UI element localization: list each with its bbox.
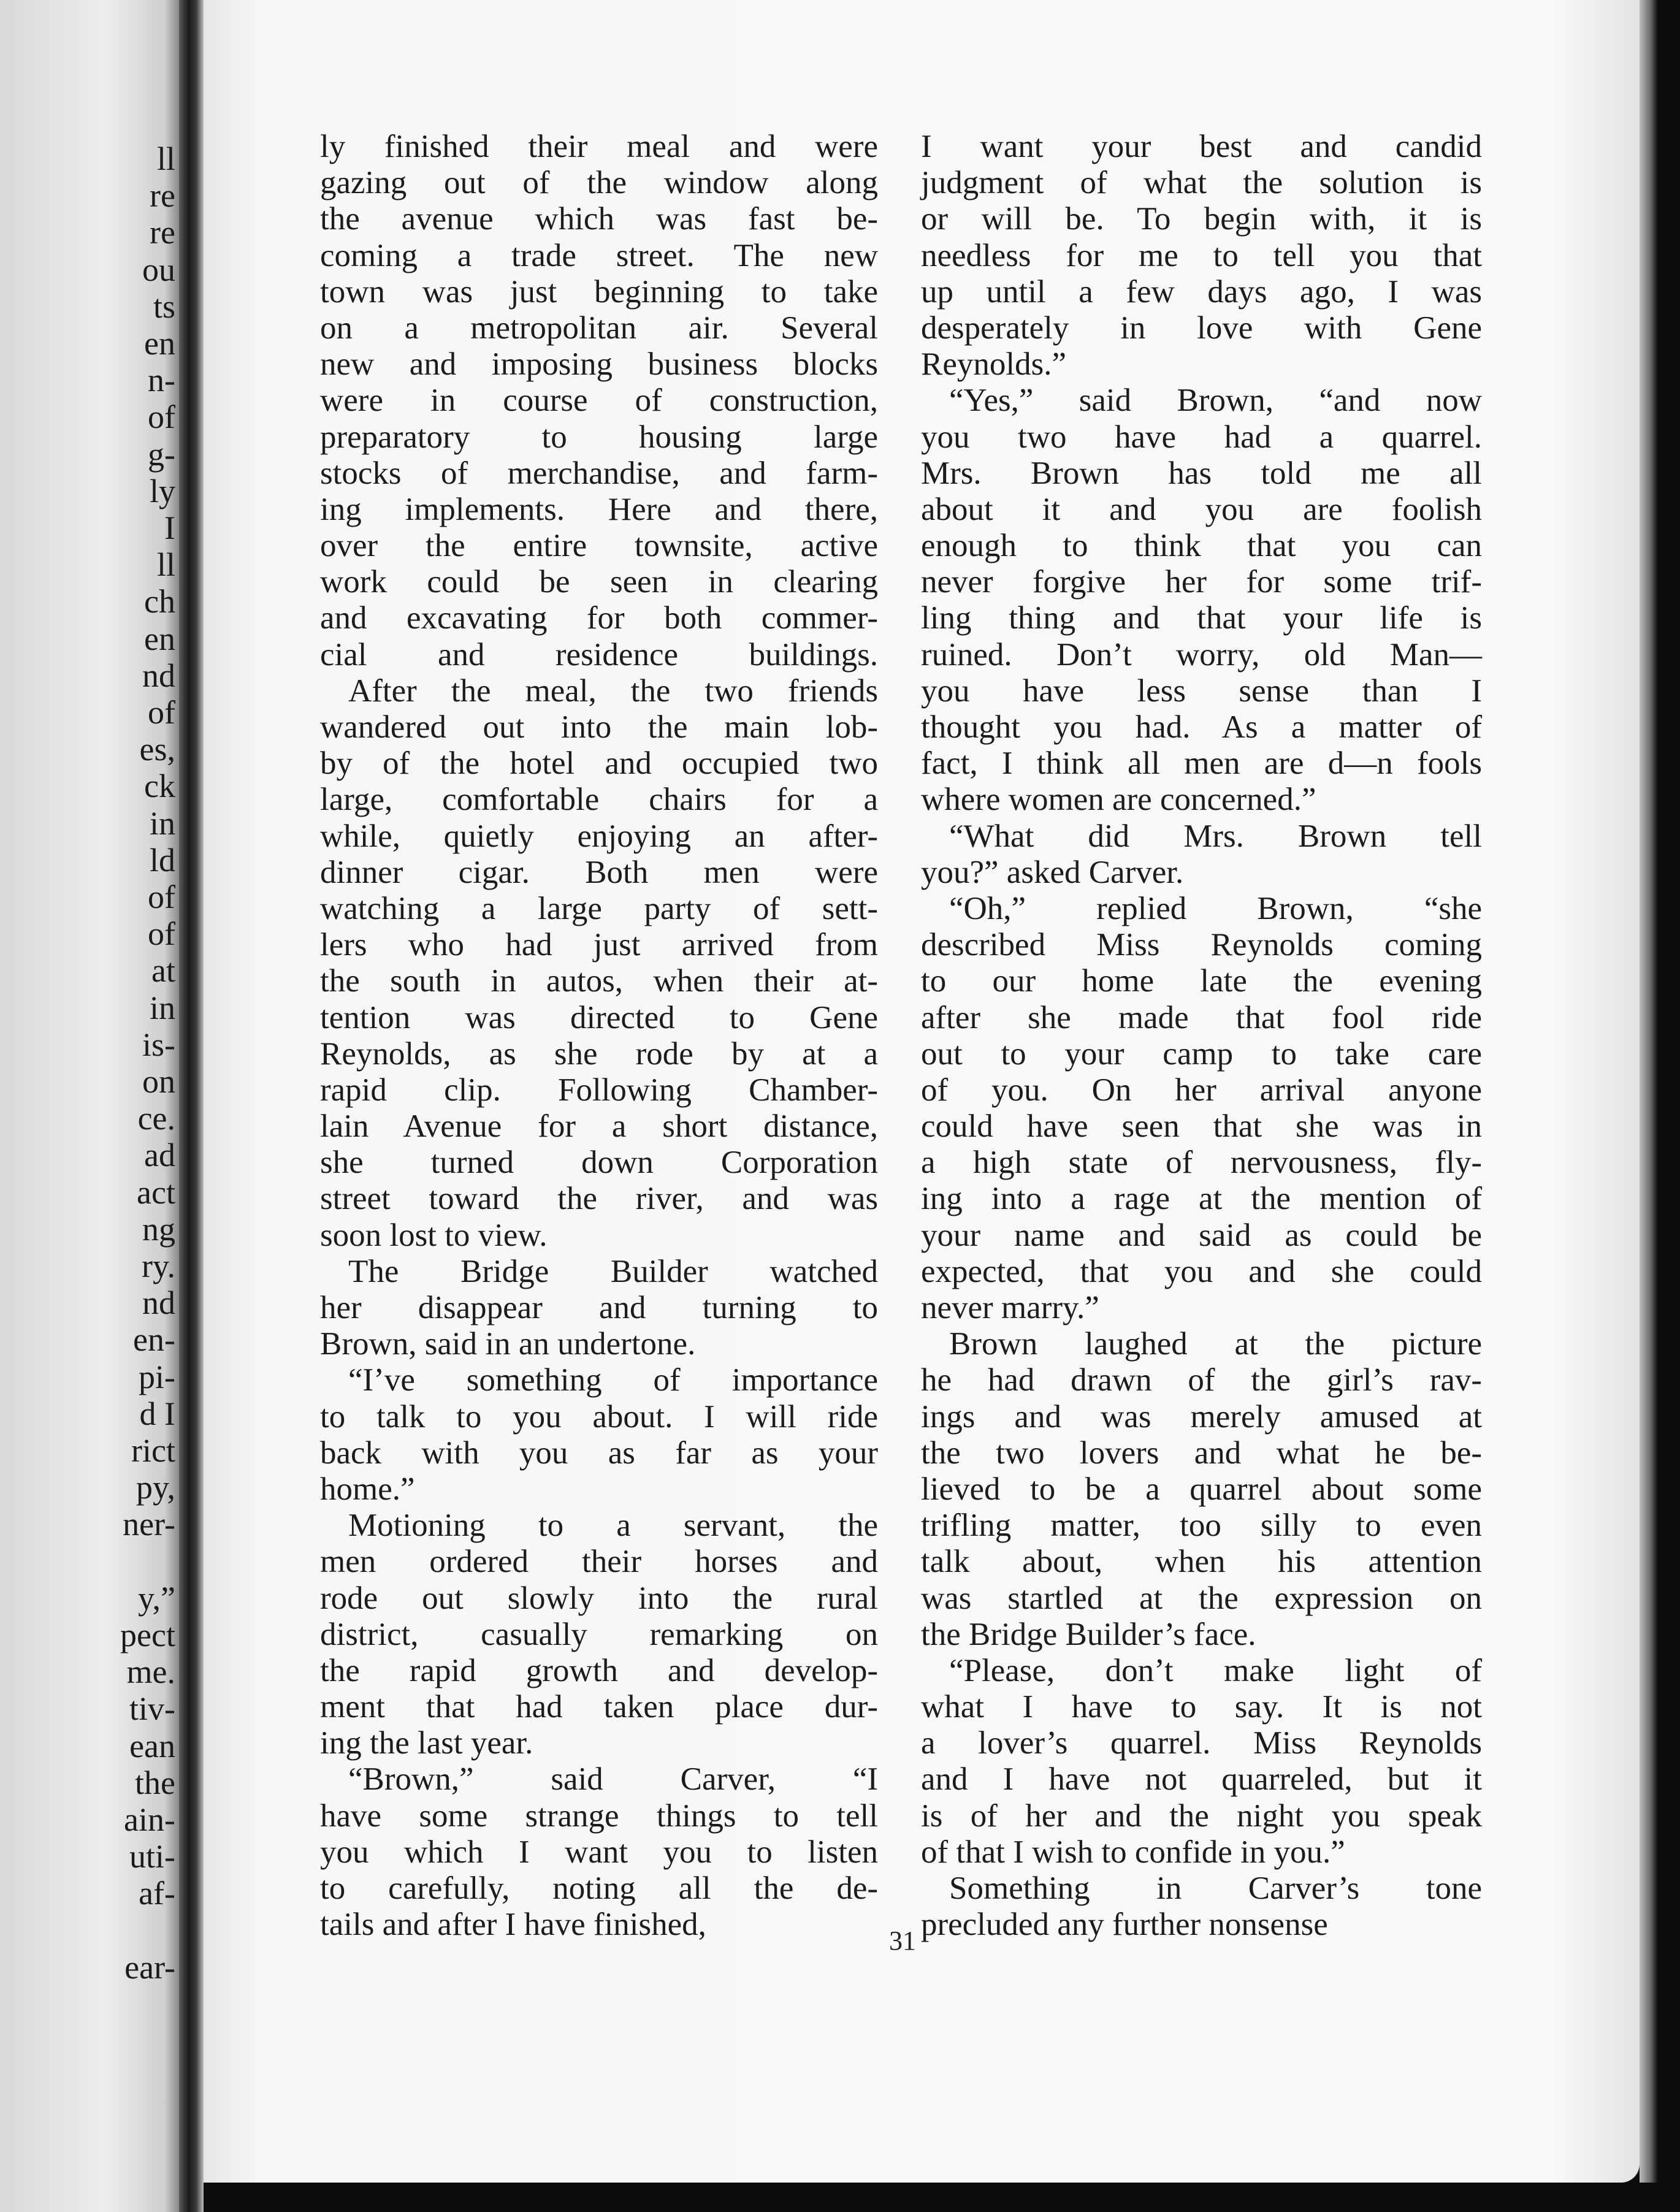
text-line: talk about, when his attention bbox=[921, 1544, 1482, 1580]
text-line: rode out slowly into the rural bbox=[320, 1580, 878, 1616]
text-line: cial and residence buildings. bbox=[320, 636, 878, 673]
text-line: the Bridge Builder’s face. bbox=[921, 1616, 1256, 1652]
text-line: to talk to you about. I will ride bbox=[320, 1398, 878, 1435]
text-line: never marry.” bbox=[921, 1290, 1099, 1325]
text-line: ruined. Don’t worry, old Man— bbox=[921, 636, 1482, 673]
text-line: you?” asked Carver. bbox=[921, 854, 1184, 890]
text-line: a lover’s quarrel. Miss Reynolds bbox=[921, 1725, 1482, 1761]
text-line: “Oh,” replied Brown, “she bbox=[949, 890, 1482, 926]
left-page-fragment: ll bbox=[156, 546, 175, 584]
text-line: was startled at the expression on bbox=[921, 1580, 1482, 1616]
text-line: ing implements. Here and there, bbox=[320, 491, 878, 527]
text-line: precluded any further nonsense bbox=[921, 1907, 1328, 1943]
left-page-fragment: d I bbox=[139, 1395, 175, 1432]
text-line: I want your best and candid bbox=[921, 129, 1482, 164]
text-line: by of the hotel and occupied two bbox=[320, 746, 878, 782]
left-page-fragment: on bbox=[142, 1063, 175, 1100]
text-line: your name and said as could be bbox=[921, 1217, 1482, 1253]
left-page-fragment: ear- bbox=[124, 1948, 175, 1986]
text-line: tention was directed to Gene bbox=[320, 999, 878, 1035]
text-line: the two lovers and what he be- bbox=[921, 1435, 1482, 1471]
text-line: where women are concerned.” bbox=[921, 782, 1316, 818]
text-line: wandered out into the main lob- bbox=[320, 709, 878, 745]
text-line: you two have had a quarrel. bbox=[921, 419, 1482, 455]
text-line: the south in autos, when their at- bbox=[320, 963, 878, 999]
text-line: judgment of what the solution is bbox=[921, 165, 1482, 201]
left-page-fragment: ad bbox=[144, 1137, 175, 1174]
left-page-fragment: nd bbox=[142, 657, 175, 694]
left-page-fragment: nd bbox=[142, 1284, 175, 1322]
text-line: street toward the river, and was bbox=[320, 1181, 878, 1217]
text-line: Brown laughed at the picture bbox=[949, 1326, 1482, 1362]
book-page bbox=[204, 0, 1640, 2183]
text-line: lers who had just arrived from bbox=[320, 927, 878, 963]
text-line: gazing out of the window along bbox=[320, 165, 878, 201]
text-line: out to your camp to take care bbox=[921, 1035, 1482, 1072]
text-line: to our home late the evening bbox=[921, 963, 1482, 999]
text-line: lain Avenue for a short distance, bbox=[320, 1108, 878, 1145]
text-line: of you. On her arrival anyone bbox=[921, 1072, 1482, 1108]
text-line: watching a large party of sett- bbox=[320, 890, 878, 926]
left-page-fragment: ts bbox=[153, 288, 175, 325]
text-line: he had drawn of the girl’s rav- bbox=[921, 1362, 1482, 1398]
text-line: work could be seen in clearing bbox=[320, 564, 878, 600]
text-line: ing the last year. bbox=[320, 1725, 533, 1761]
left-page-fragment: en bbox=[144, 325, 175, 362]
text-line: dinner cigar. Both men were bbox=[320, 854, 878, 890]
left-page-fragment: of bbox=[148, 915, 175, 953]
left-page-fragment: in bbox=[149, 989, 175, 1026]
text-line: and I have not quarreled, but it bbox=[921, 1761, 1482, 1798]
text-line: The Bridge Builder watched bbox=[348, 1253, 878, 1289]
left-page-fragment: en bbox=[144, 620, 175, 657]
text-line: “Please, don’t make light of bbox=[949, 1652, 1482, 1688]
text-line: is of her and the night you speak bbox=[921, 1798, 1482, 1834]
left-page-fragment: of bbox=[148, 399, 175, 436]
text-line: and excavating for both commer- bbox=[320, 600, 878, 636]
text-line: fact, I think all men are d—n fools bbox=[921, 746, 1482, 782]
text-line: the rapid growth and develop- bbox=[320, 1652, 878, 1688]
text-line: while, quietly enjoying an after- bbox=[320, 818, 878, 854]
left-page-fragment: uti- bbox=[129, 1838, 175, 1875]
text-line: “What did Mrs. Brown tell bbox=[949, 818, 1482, 854]
text-line: coming a trade street. The new bbox=[320, 237, 878, 273]
text-line: desperately in love with Gene bbox=[921, 310, 1482, 346]
left-page-fragment: en- bbox=[133, 1321, 175, 1359]
text-line: “Yes,” said Brown, “and now bbox=[949, 383, 1482, 419]
left-page-fragment: of bbox=[148, 879, 175, 915]
text-line: Mrs. Brown has told me all bbox=[921, 455, 1482, 491]
text-line: large, comfortable chairs for a bbox=[320, 782, 878, 818]
left-page-fragment: at bbox=[151, 952, 175, 990]
text-line: stocks of merchandise, and farm- bbox=[320, 455, 878, 491]
left-page-fragment: n- bbox=[148, 362, 175, 399]
text-line: never forgive her for some trif- bbox=[921, 564, 1482, 600]
page-edge-shadow bbox=[1640, 0, 1658, 2183]
text-line: soon lost to view. bbox=[320, 1217, 548, 1253]
text-line: After the meal, the two friends bbox=[348, 673, 878, 709]
text-line: the avenue which was fast be- bbox=[320, 201, 878, 237]
text-line: preparatory to housing large bbox=[320, 419, 878, 455]
text-column-left bbox=[320, 129, 878, 1943]
previous-page-edge bbox=[0, 0, 179, 2212]
left-page-fragment: ain- bbox=[124, 1801, 175, 1838]
text-line: Reynolds, as she rode by at a bbox=[320, 1035, 878, 1072]
left-page-fragment: ou bbox=[142, 251, 175, 288]
text-line: trifling matter, too silly to even bbox=[921, 1508, 1482, 1544]
text-line: have some strange things to tell bbox=[320, 1798, 878, 1834]
left-page-fragment: es, bbox=[139, 731, 175, 768]
left-page-fragment: py, bbox=[136, 1469, 175, 1506]
text-line: needless for me to tell you that bbox=[921, 237, 1482, 273]
text-line: she turned down Corporation bbox=[320, 1145, 878, 1181]
text-line: town was just beginning to take bbox=[320, 273, 878, 310]
text-line: “Brown,” said Carver, “I bbox=[348, 1761, 878, 1798]
left-page-fragment: ean bbox=[129, 1727, 175, 1764]
text-line: home.” bbox=[320, 1471, 415, 1507]
text-line: “I’ve something of importance bbox=[348, 1362, 878, 1398]
left-page-fragment: ly bbox=[149, 472, 175, 509]
text-line: rapid clip. Following Chamber- bbox=[320, 1072, 878, 1108]
text-line: of that I wish to confide in you.” bbox=[921, 1834, 1345, 1870]
text-line: back with you as far as your bbox=[320, 1435, 878, 1471]
text-line: ing into a rage at the mention of bbox=[921, 1181, 1482, 1217]
text-line: enough to think that you can bbox=[921, 528, 1482, 564]
left-page-fragment: me. bbox=[126, 1653, 175, 1691]
text-line: about it and you are foolish bbox=[921, 491, 1482, 527]
text-line: tails and after I have finished, bbox=[320, 1907, 706, 1943]
left-page-fragment: of bbox=[148, 694, 175, 731]
left-page-fragment: g- bbox=[148, 435, 175, 473]
text-line: were in course of construction, bbox=[320, 383, 878, 419]
text-line: you have less sense than I bbox=[921, 673, 1482, 709]
text-line: Brown, said in an undertone. bbox=[320, 1326, 696, 1362]
text-line: Reynolds.” bbox=[921, 346, 1066, 383]
text-line: described Miss Reynolds coming bbox=[921, 927, 1482, 963]
text-line: you which I want you to listen bbox=[320, 1834, 878, 1870]
page-number: 31 bbox=[889, 1926, 916, 1956]
text-line: could have seen that she was in bbox=[921, 1108, 1482, 1145]
left-page-fragment: ner- bbox=[123, 1506, 175, 1543]
left-page-fragment: y,” bbox=[138, 1579, 175, 1617]
left-page-fragment: is- bbox=[142, 1026, 175, 1063]
left-page-fragment: ce. bbox=[137, 1100, 175, 1137]
text-line: ly finished their meal and were bbox=[320, 129, 878, 164]
left-page-fragment: pect bbox=[120, 1617, 175, 1653]
left-page-fragment: re bbox=[150, 214, 175, 251]
text-line: new and imposing business blocks bbox=[320, 346, 878, 383]
left-page-fragment: ck bbox=[144, 768, 175, 805]
text-line: what I have to say. It is not bbox=[921, 1689, 1482, 1725]
text-line: expected, that you and she could bbox=[921, 1253, 1482, 1289]
left-page-fragment: af- bbox=[139, 1875, 175, 1912]
text-line: men ordered their horses and bbox=[320, 1544, 878, 1580]
left-page-fragment: in bbox=[149, 804, 175, 842]
left-page-fragment: the bbox=[135, 1764, 175, 1801]
text-line: Something in Carver’s tone bbox=[949, 1871, 1482, 1906]
text-line: on a metropolitan air. Several bbox=[320, 310, 878, 346]
left-page-fragment: rict bbox=[131, 1432, 175, 1469]
left-page-fragment: ld bbox=[149, 841, 175, 879]
text-line: or will be. To begin with, it is bbox=[921, 201, 1482, 237]
text-line: ings and was merely amused at bbox=[921, 1398, 1482, 1435]
left-page-fragment: ng bbox=[142, 1210, 175, 1248]
text-line: after she made that fool ride bbox=[921, 999, 1482, 1035]
left-page-fragment: pi- bbox=[139, 1358, 175, 1395]
text-line: a high state of nervousness, fly- bbox=[921, 1145, 1482, 1181]
text-line: lieved to be a quarrel about some bbox=[921, 1471, 1482, 1507]
text-line: Motioning to a servant, the bbox=[348, 1508, 878, 1544]
book-gutter bbox=[179, 0, 204, 2212]
left-page-fragment: act bbox=[137, 1173, 175, 1211]
text-line: ling thing and that your life is bbox=[921, 600, 1482, 636]
text-line: up until a few days ago, I was bbox=[921, 273, 1482, 310]
left-page-fragment: tiv- bbox=[129, 1690, 175, 1728]
left-page-fragment: ry. bbox=[142, 1248, 175, 1284]
text-line: ment that had taken place dur- bbox=[320, 1689, 878, 1725]
text-line: thought you had. As a matter of bbox=[921, 709, 1482, 745]
text-line: over the entire townsite, active bbox=[320, 528, 878, 564]
left-page-fragment: I bbox=[164, 509, 175, 546]
text-line: district, casually remarking on bbox=[320, 1616, 878, 1652]
text-column-right bbox=[921, 129, 1482, 1943]
text-line: to carefully, noting all the de- bbox=[320, 1871, 878, 1906]
left-page-fragment: ll bbox=[156, 140, 175, 177]
left-page-fragment: re bbox=[150, 177, 175, 215]
left-page-fragment: ch bbox=[144, 583, 175, 620]
text-line: her disappear and turning to bbox=[320, 1290, 878, 1325]
